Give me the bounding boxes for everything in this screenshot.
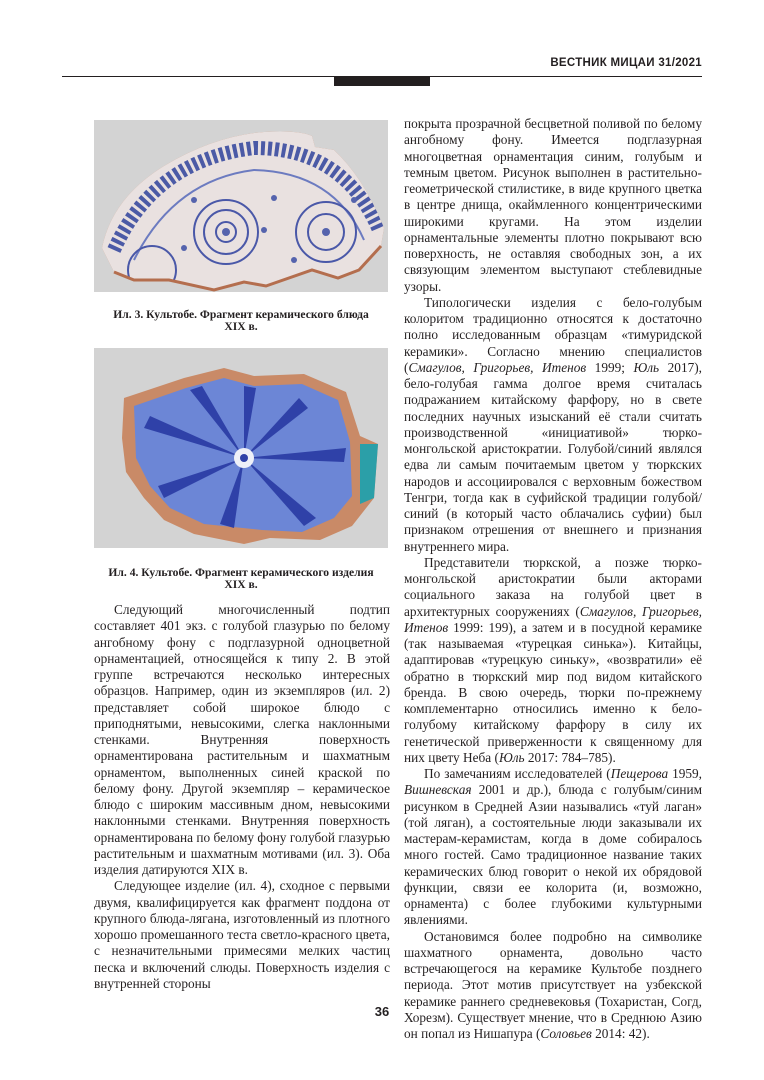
figure-4-caption-line1: Ил. 4. Культобе. Фрагмент керамического изделия: [108, 566, 374, 579]
right-paragraph-chess-ornament: Остановимся более подробно на символике шахматного орнамента, довольно часто встречающегося на керамике Культобе позднего периода. Этот мотив присутствует на узбекской керамике раннего средневековья (Тохаристан, Согд, Хорезм). Существует мнение, что в Среднюю Азию он попал из Нишапура (Соловьев 2014: 42).: [404, 928, 702, 1041]
right-text-column: [404, 116, 702, 1042]
citation: Вишневская: [404, 782, 472, 798]
right-paragraph-researchers: По замечаниям исследователей (Пещерова 1959, Вишневская 2001 и др.), блюда с голубым/синим рисунком в Средней Азии назывались «туй лаган» (той ляган), а состоятельные люди заказывали их мастерам-керамистам, когда в доме собиралось много гостей. Само традиционное название таких керамических блюд говорит о некой их обрядовой функции, связи ее колорита (и, возможно, орнамента) с более глубокими культурными явлениями.: [404, 766, 702, 928]
left-paragraph-1: Следующий многочисленный подтип составляет 401 экз. с голубой глазурью по белому ангобному фону с подглазурной одноцветной орнаментацией, относящейся к типу 2. В этой группе встречаются несколько интересных образцов. Например, один из экземпляров (ил. 2) представляет собой широкое блюдо с приподнятыми, невысокими, слегка наклонными стенками. Внутренняя поверхность орнаментирована растительным и шахматным орнаментом, выполненных синей краской по белому фону. Другой экземпляр – керамическое блюдо с широким массивным дном, невысокими наклонными стенками. Внутренняя поверхность орнаментирована по белому фону голубой глазурью растительным и шахматным мотивами (ил. 3). Оба изделия датируются XIX в.: [94, 602, 390, 877]
left-paragraph-2: Следующее изделие (ил. 4), сходное с первыми двумя, квалифицируется как фрагмент поддона от крупного блюда-ляганa, изготовленный из плотного хорошо промешанного теста светло-красного цвета, с незначительными примесями мелких частиц песка и включений слюды. Поверхность изделия с внутренней стороны: [94, 878, 390, 991]
figure-3-caption: [86, 309, 396, 333]
citation: Юль: [633, 359, 660, 375]
citation: Юль: [498, 749, 525, 765]
figure-4-ceramic-fragment-photo: [94, 348, 388, 548]
citation: Смагулов, Григорьев, Итенов: [408, 359, 587, 375]
figure-4-caption: [86, 567, 396, 591]
figure-3-caption-line1: Ил. 3. Культобе. Фрагмент керамического блюда: [113, 308, 369, 321]
citation: Пещерова: [610, 766, 669, 781]
citation: Смагулов, Григорьев, Итенов: [404, 603, 702, 635]
figure-3-caption-line2: XIX в.: [224, 320, 258, 333]
right-paragraph-continuation: покрыта прозрачной бесцветной поливой по белому ангобному фону. Имеется подглазурная многоцветная орнаментация синим, голубым и темным цветом. Рисунок выполнен в растительно-геометрической стилистике, в виде крупного цветка в центре днища, окаймленного концентрическими широкими кругами. На этом изделии орнаментальные элементы плотно покрывают всю поверхность, не оставляя свободных зон, а их связующим элементом выступают стеблевидные узоры.: [404, 116, 702, 294]
header-rule-bar: [334, 76, 430, 86]
citation: Соловьев: [540, 1026, 592, 1041]
figure-3-ceramic-dish-photo: [94, 120, 388, 292]
right-paragraph-aristocracy: Представители тюркской, а позже тюрко-монгольской аристократии были акторами социального заказа на голубой цвет в архитектурных сооружениях (Смагулов, Григорьев, Итенов 1999: 199), а затем и в посудной керамике (так называемая «турецкая синька»). Китайцы, адаптировав «турецкую синьку», «возвратили» её обратно в тюркский мир под видом китайского бренда. В свою очередь, тюрки по-прежнему комплементарно относились именно к бело-голубому китайскому фарфору в силу их генетической приверженности к священному для них цвету Неба (Юль 2017: 784–785).: [404, 554, 702, 765]
figure-4-caption-line2: XIX в.: [224, 578, 258, 591]
journal-header: ВЕСТНИК МИЦАИ 31/2021: [550, 57, 702, 69]
left-text-column: [94, 602, 390, 992]
page-number: 36: [374, 1004, 390, 1019]
right-paragraph-typology: Типологически изделия с бело-голубым колоритом традиционно относятся к достаточно полно исследованным образцам «тимуридской керамики». Согласно мнению специалистов (Смагулов, Григорьев, Итенов 1999; Юль 2017), бело-голубая гамма долгое время считалась подражанием китайскому фарфору, но в свете последних научных изысканий её стали считать производственной «инициативой» тюрко-монгольской аристократии. Голубой/синий являлся едва ли самым почитаемым цветом у тюркских народов и ассоциировался с верховным божеством Тенгри, тогда как в суфийской традиции голубой/синий (в который часто облачались суфии) был признаком отрешения от внешнего и признания внутреннего мира.: [404, 294, 702, 554]
